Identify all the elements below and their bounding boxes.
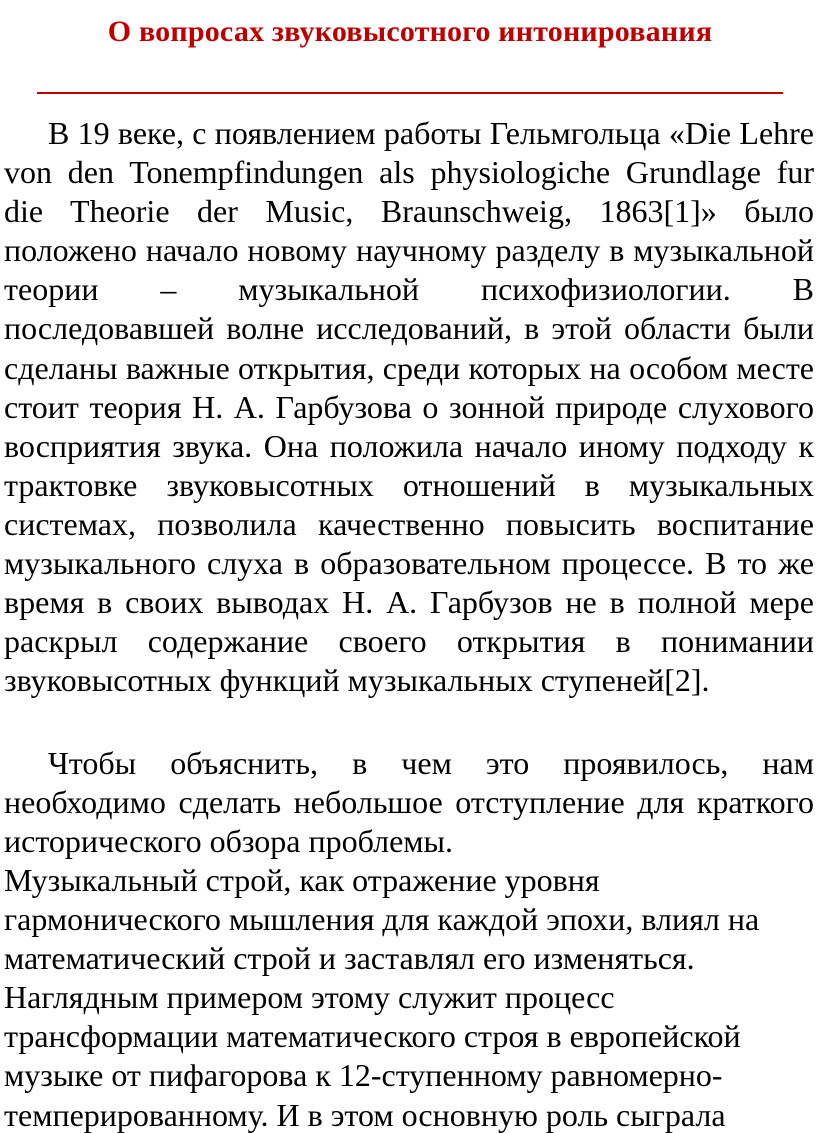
- paragraph-1: В 19 веке, с появлением работы Гельмгольца «Die Lehre von den Tonempfindungen als physiologiche Grundlage fur die Theorie der Music, Braunschweig, 1863[1]» было положено начало новому научному разделу в музыкальной теории – музыкальной психофизиологии. В последовавшей волне исследований, в этой области были сделаны важные открытия, среди которых на особом месте стоит теория Н. А. Гарбузова о зонной природе слухового восприятия звука. Она положила начало иному подходу к трактовке звуковысотных отношений в музыкальных системах, позволила качественно повысить воспитание музыкального слуха в образовательном процессе. В то же время в своих выводах Н. А. Гарбузов не в полной мере раскрыл содержание своего открытия в понимании звуковысотных функций музыкальных ступеней[2].: [4, 115, 814, 699]
- title-underline: [37, 92, 783, 94]
- paragraph-3: Музыкальный строй, как отражение уровня гармонического мышления для каждой эпохи, влиял на математический строй и заставлял его изменяться. Наглядным примером этому служит процесс трансформации математического строя в европейской музыке от пифагорова к 12-ступенному равномерно- темперированному. И в этом основную роль сыграла: [4, 862, 760, 1133]
- paragraph-2: Чтобы объяснить, в чем это проявилось, нам необходимо сделать небольшое отступление для краткого исторического обзора проблемы.: [4, 745, 814, 860]
- document-title: О вопросах звуковысотного интонирования: [107, 15, 713, 48]
